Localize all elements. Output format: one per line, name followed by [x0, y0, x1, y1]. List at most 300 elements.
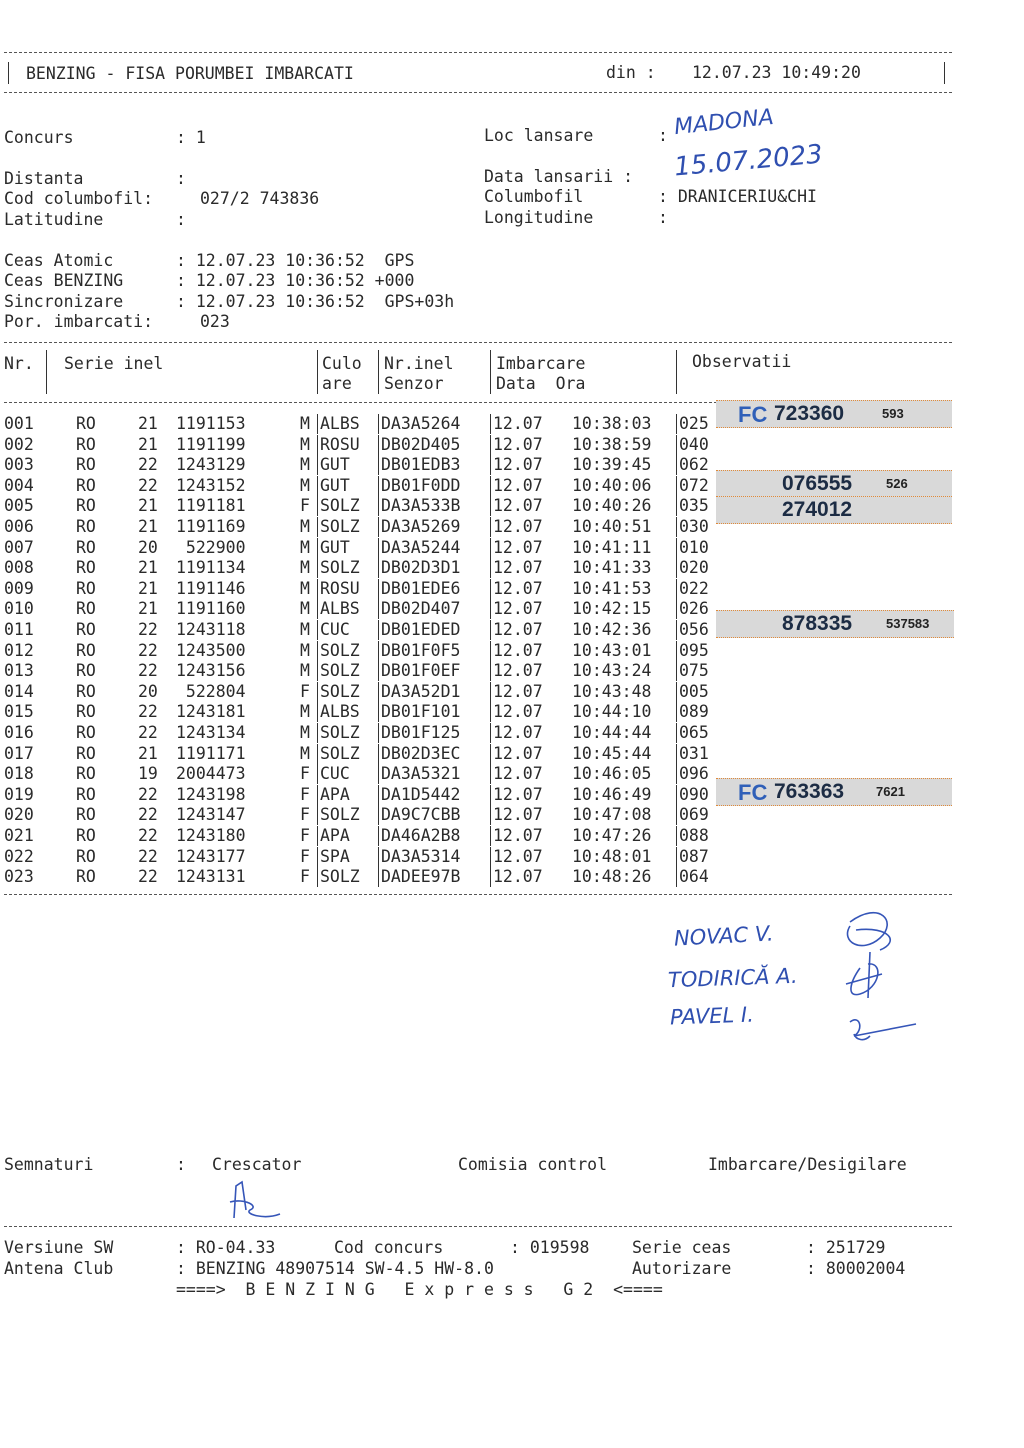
cell-tara: RO [76, 414, 96, 433]
cell-senz: DB02D407 [378, 599, 460, 619]
cell-tara: RO [76, 558, 96, 578]
cell-tara: RO [76, 743, 96, 763]
cell-ora: 10:41:11 [572, 537, 652, 557]
cell-cul: SOLZ [317, 867, 360, 887]
table-row [4, 805, 724, 825]
cell-senz: DB01F0DD [378, 476, 460, 496]
cell-ser: 1243177 [176, 846, 246, 866]
cell-sex: M [300, 723, 310, 742]
cell-cul: GUT [317, 476, 350, 496]
sticker-small-number: 526 [886, 476, 908, 491]
cell-data: 12.07 [490, 579, 543, 599]
col-header-inel-1: Nr.inel [384, 354, 454, 373]
cell-senz: DB01F0F5 [378, 641, 460, 661]
cell-cul: ALBS [317, 414, 360, 434]
cell-obs: 069 [676, 805, 709, 825]
cell-data: 12.07 [490, 558, 543, 578]
cell-an: 21 [138, 599, 158, 619]
cell-nr: 007 [4, 537, 34, 557]
table-row [4, 517, 724, 537]
col-header-observatii: Observatii [692, 352, 792, 371]
cell-ora: 10:38:03 [572, 414, 652, 433]
serie-ceas-value: : 251729 [806, 1238, 886, 1257]
cell-ser: 1243180 [176, 826, 246, 845]
cell-sex: F [300, 496, 310, 516]
cell-obs: 088 [676, 826, 709, 846]
cell-data: 12.07 [490, 785, 543, 805]
cell-ora: 10:39:45 [572, 455, 652, 475]
longitudine-label: Longitudine [484, 208, 594, 227]
cell-tara: RO [76, 784, 96, 804]
sticker-small-number: 593 [882, 406, 904, 421]
table-row [4, 702, 724, 722]
distanta-label: Distanta [4, 169, 84, 188]
cell-obs: 095 [676, 641, 709, 661]
cell-data: 12.07 [490, 517, 543, 537]
cell-an: 22 [138, 455, 158, 475]
cell-an: 21 [138, 558, 158, 578]
cell-ser: 1191146 [176, 578, 246, 598]
cell-obs: 040 [676, 435, 709, 455]
table-row [4, 579, 724, 599]
sticker-number: 076555 [782, 472, 853, 495]
cell-obs: 075 [676, 661, 709, 681]
cell-tara: RO [76, 599, 96, 619]
ceas-benzing-label: Ceas BENZING [4, 271, 124, 290]
loc-lansare-handwritten: MADONA [672, 104, 775, 141]
concurs-label: Concurs [4, 128, 74, 147]
cell-tara: RO [76, 537, 96, 557]
ring-sticker [716, 778, 952, 806]
cell-nr: 010 [4, 599, 34, 619]
antena-club-label: Antena Club [4, 1259, 114, 1278]
sticker-small-number: 7621 [876, 784, 905, 799]
cell-tara: RO [76, 620, 96, 639]
cell-obs: 035 [676, 496, 709, 516]
cell-cul: SOLZ [317, 723, 360, 743]
cell-obs: 022 [676, 579, 709, 599]
cell-data: 12.07 [490, 435, 543, 455]
cell-obs: 064 [676, 867, 709, 887]
cell-cul: SOLZ [317, 805, 360, 825]
cell-sex: M [300, 640, 310, 660]
cell-obs: 010 [676, 538, 709, 558]
cell-cul: SOLZ [317, 496, 360, 516]
por-imbarcati-value: 023 [200, 312, 230, 331]
cell-cul: ALBS [317, 702, 360, 722]
cod-concurs-label: Cod concurs [334, 1238, 444, 1257]
cell-cul: SOLZ [317, 558, 360, 578]
table-row [4, 785, 724, 805]
versiune-sw-value: : RO-04.33 [176, 1238, 276, 1257]
footer-rule [4, 1226, 952, 1227]
loc-lansare-sep: : [658, 126, 668, 145]
cell-cul: SPA [317, 847, 350, 867]
cell-tara: RO [76, 640, 96, 660]
cell-tara: RO [76, 723, 96, 742]
col-sep-4 [490, 350, 491, 394]
cell-nr: 014 [4, 681, 34, 701]
cell-obs: 031 [676, 744, 709, 764]
top-dashed-rule [4, 52, 952, 53]
cell-senz: DA3A5244 [378, 538, 460, 558]
cell-cul: GUT [317, 455, 350, 475]
cell-ora: 10:47:26 [572, 826, 652, 845]
columbofil-label: Columbofil [484, 187, 584, 206]
cell-nr: 013 [4, 661, 34, 681]
table-row [4, 867, 724, 887]
cell-ora: 10:41:53 [572, 578, 652, 598]
cell-obs: 030 [676, 517, 709, 537]
cell-tara: RO [76, 867, 96, 887]
table-row [4, 744, 724, 764]
cell-nr: 008 [4, 558, 34, 578]
cell-sex: M [300, 702, 310, 722]
cell-tara: RO [76, 681, 96, 701]
cell-data: 12.07 [490, 476, 543, 496]
cell-senz: DA46A2B8 [378, 826, 460, 846]
cell-ora: 10:47:08 [572, 805, 652, 825]
table-row [4, 682, 724, 702]
cell-obs: 072 [676, 476, 709, 496]
col-header-culoare-1: Culo [322, 354, 362, 373]
cell-nr: 005 [4, 496, 34, 516]
col-header-imbarcare-2: Data Ora [496, 374, 586, 393]
cell-cul: APA [317, 826, 350, 846]
cell-ora: 10:43:48 [572, 681, 652, 701]
cell-sex: M [300, 578, 310, 598]
cell-ser: 1243500 [176, 640, 246, 660]
ceas-benzing-value: : 12.07.23 10:36:52 +000 [176, 271, 415, 290]
cell-cul: ROSU [317, 435, 360, 455]
cell-tara: RO [76, 764, 96, 784]
crescator-signature [224, 1180, 284, 1222]
crescator-label: Crescator [212, 1155, 302, 1174]
latitudine-value: : [176, 210, 186, 229]
cell-obs: 020 [676, 558, 709, 578]
cell-senz: DA3A5314 [378, 847, 460, 867]
cell-senz: DB02D3D1 [378, 558, 460, 578]
serie-ceas-label: Serie ceas [632, 1238, 732, 1257]
table-row [4, 764, 724, 784]
cell-sex: F [300, 764, 310, 784]
ceas-atomic-label: Ceas Atomic [4, 251, 114, 270]
cell-an: 21 [138, 578, 158, 598]
cell-cul: SOLZ [317, 641, 360, 661]
cell-sex: F [300, 784, 310, 804]
cell-senz: DA3A533B [378, 496, 460, 516]
comisia-control-label: Comisia control [458, 1155, 608, 1174]
cell-senz: DA9C7CBB [378, 805, 460, 825]
cell-nr: 016 [4, 723, 34, 742]
cell-senz: DA3A5321 [378, 764, 460, 784]
cell-tara: RO [76, 578, 96, 598]
cell-ser: 1191169 [176, 517, 246, 536]
cell-sex: M [300, 455, 310, 475]
imbarcare-desigilare-label: Imbarcare/Desigilare [708, 1155, 907, 1174]
cell-an: 21 [138, 414, 158, 433]
ceas-atomic-value: : 12.07.23 10:36:52 GPS [176, 251, 415, 270]
cell-an: 21 [138, 434, 158, 454]
cell-ser: 1243118 [176, 620, 246, 639]
table-row [4, 847, 724, 867]
table-row [4, 723, 724, 743]
cell-tara: RO [76, 517, 96, 536]
table-row [4, 455, 724, 475]
cell-obs: 087 [676, 847, 709, 867]
cell-ora: 10:46:05 [572, 764, 652, 784]
cell-obs: 062 [676, 455, 709, 475]
cell-data: 12.07 [490, 826, 543, 846]
cell-senz: DB02D405 [378, 435, 460, 455]
cell-ser: 1243156 [176, 661, 246, 681]
table-row [4, 641, 724, 661]
cell-sex: M [300, 475, 310, 495]
cell-an: 22 [138, 867, 158, 887]
cell-data: 12.07 [490, 414, 543, 434]
col-sep-3 [378, 350, 379, 394]
cell-obs: 005 [676, 682, 709, 702]
cell-an: 22 [138, 620, 158, 639]
ring-sticker [716, 470, 952, 498]
cell-ora: 10:48:26 [572, 867, 652, 887]
sticker-number: 274012 [782, 498, 853, 521]
cell-an: 22 [138, 805, 158, 825]
cell-cul: SOLZ [317, 744, 360, 764]
cell-sex: M [300, 517, 310, 536]
cell-data: 12.07 [490, 455, 543, 475]
sticker-small-number: 537583 [886, 616, 930, 631]
header-left-bar [8, 62, 9, 84]
cell-obs: 026 [676, 599, 709, 619]
cell-data: 12.07 [490, 620, 543, 640]
cell-ser: 1243152 [176, 475, 246, 495]
commission-signature [820, 902, 920, 1052]
header-bottom-rule [4, 92, 952, 93]
cell-senz: DB01EDE6 [378, 579, 460, 599]
cell-ser: 1243131 [176, 867, 246, 887]
table-row [4, 435, 724, 455]
cell-nr: 022 [4, 846, 34, 866]
cell-ora: 10:40:06 [572, 475, 652, 495]
cell-ora: 10:43:01 [572, 640, 652, 660]
cell-an: 21 [138, 496, 158, 516]
cell-nr: 015 [4, 702, 34, 722]
cell-ser: 1191134 [176, 558, 246, 578]
cell-sex: F [300, 805, 310, 825]
semnaturi-label: Semnaturi [4, 1155, 94, 1174]
sticker-number: 723360 [774, 402, 845, 425]
cell-tara: RO [76, 475, 96, 495]
cell-ora: 10:42:15 [572, 599, 652, 619]
cell-ser: 1191181 [176, 496, 246, 516]
cell-ora: 10:43:24 [572, 661, 652, 681]
cell-sex: M [300, 661, 310, 681]
col-sep-5 [676, 350, 677, 394]
table-bottom-rule [4, 894, 952, 895]
cell-tara: RO [76, 805, 96, 825]
loc-lansare-label: Loc lansare [484, 126, 594, 145]
versiune-sw-label: Versiune SW [4, 1238, 114, 1257]
cell-an: 20 [138, 537, 158, 557]
columbofil-value: : DRANICERIU&CHI [658, 187, 817, 206]
cell-cul: GUT [317, 538, 350, 558]
table-row [4, 558, 724, 578]
cell-data: 12.07 [490, 805, 543, 825]
concurs-value: : 1 [176, 128, 206, 147]
cell-sex: F [300, 681, 310, 701]
cell-data: 12.07 [490, 723, 543, 743]
cell-data: 12.07 [490, 538, 543, 558]
cell-tara: RO [76, 455, 96, 475]
cell-obs: 089 [676, 702, 709, 722]
semnaturi-sep: : [176, 1155, 186, 1174]
cell-sex: M [300, 620, 310, 639]
cell-sex: M [300, 537, 310, 557]
cell-ser: 522804 [176, 681, 246, 701]
sticker-prefix: FC [738, 402, 768, 427]
autorizare-label: Autorizare [632, 1259, 732, 1278]
cell-ser: 1191199 [176, 434, 246, 454]
cell-tara: RO [76, 496, 96, 516]
cell-sex: F [300, 846, 310, 866]
por-imbarcati-label: Por. imbarcati: [4, 312, 154, 331]
sincronizare-value: : 12.07.23 10:36:52 GPS+03h [176, 292, 455, 311]
cell-obs: 065 [676, 723, 709, 743]
cell-senz: DA3A5269 [378, 517, 460, 537]
ring-sticker [716, 496, 952, 524]
cell-sex: M [300, 743, 310, 763]
table-row [4, 599, 724, 619]
autorizare-value: : 80002004 [806, 1259, 906, 1278]
cell-senz: DB01F101 [378, 702, 460, 722]
cell-obs: 056 [676, 620, 709, 640]
brand-line: ====> B E N Z I N G E x p r e s s G 2 <==== [176, 1280, 663, 1299]
cell-an: 20 [138, 681, 158, 701]
cell-data: 12.07 [490, 744, 543, 764]
cell-nr: 012 [4, 640, 34, 660]
cell-nr: 017 [4, 743, 34, 763]
col-header-culoare-2: are [322, 374, 352, 393]
handwritten-name-2: TODIRICĂ A. [667, 963, 799, 993]
cell-senz: DA1D5442 [378, 785, 460, 805]
header-right-bar [944, 62, 945, 84]
ring-sticker [716, 610, 954, 638]
cell-tara: RO [76, 846, 96, 866]
latitudine-label: Latitudine [4, 210, 104, 229]
cell-ora: 10:40:26 [572, 496, 652, 516]
col-header-inel-2: Senzor [384, 374, 444, 393]
cell-data: 12.07 [490, 702, 543, 722]
col-header-serie: Serie inel [64, 354, 164, 373]
cell-sex: M [300, 414, 310, 433]
cell-data: 12.07 [490, 496, 543, 516]
print-date-value: 12.07.23 10:49:20 [692, 63, 861, 82]
cell-nr: 019 [4, 784, 34, 804]
cell-an: 19 [138, 764, 158, 784]
cell-sex: M [300, 434, 310, 454]
cell-senz: DB01F125 [378, 723, 460, 743]
cell-nr: 021 [4, 826, 34, 845]
cell-ora: 10:40:51 [572, 517, 652, 536]
cell-data: 12.07 [490, 867, 543, 887]
cell-ora: 10:45:44 [572, 743, 652, 763]
cell-obs: 025 [676, 414, 709, 434]
cell-ora: 10:46:49 [572, 784, 652, 804]
data-lansarii-handwritten: 15.07.2023 [672, 139, 824, 183]
cell-ser: 522900 [176, 537, 246, 557]
col-sep-1 [46, 350, 47, 394]
cod-columbofil-label: Cod columbofil: [4, 189, 154, 208]
sticker-prefix: FC [738, 780, 768, 805]
cell-cul: CUC [317, 620, 350, 640]
cell-data: 12.07 [490, 661, 543, 681]
cell-ora: 10:48:01 [572, 846, 652, 866]
col-header-imbarcare-1: Imbarcare [496, 354, 586, 373]
cell-nr: 009 [4, 578, 34, 598]
cell-data: 12.07 [490, 847, 543, 867]
table-row [4, 620, 724, 640]
cell-tara: RO [76, 826, 96, 845]
cell-cul: SOLZ [317, 517, 360, 537]
cell-nr: 001 [4, 414, 34, 433]
cell-nr: 018 [4, 764, 34, 784]
cell-sex: F [300, 826, 310, 845]
cell-ser: 1191171 [176, 743, 246, 763]
handwritten-name-1: NOVAC V. [673, 921, 775, 951]
cell-an: 22 [138, 640, 158, 660]
cell-an: 21 [138, 743, 158, 763]
longitudine-value: : [658, 208, 668, 227]
cell-senz: DB02D3EC [378, 744, 460, 764]
cell-obs: 090 [676, 785, 709, 805]
cell-sex: F [300, 867, 310, 887]
cell-tara: RO [76, 702, 96, 722]
cell-data: 12.07 [490, 764, 543, 784]
cell-tara: RO [76, 434, 96, 454]
col-header-nr: Nr. [4, 354, 34, 373]
cell-ser: 1243134 [176, 723, 246, 742]
handwritten-name-3: PAVEL I. [669, 1002, 755, 1030]
cell-nr: 004 [4, 475, 34, 495]
cell-an: 22 [138, 826, 158, 845]
cell-nr: 011 [4, 620, 34, 639]
cell-ser: 1243147 [176, 805, 246, 825]
print-date-label: din : [606, 63, 656, 82]
cell-ora: 10:44:44 [572, 723, 652, 742]
table-row [4, 496, 724, 516]
cell-an: 21 [138, 517, 158, 536]
sticker-number: 763363 [774, 780, 845, 803]
cell-ora: 10:44:10 [572, 702, 652, 722]
cell-senz: DB01F0EF [378, 661, 460, 681]
cell-ser: 1243181 [176, 702, 246, 722]
antena-club-value: : BENZING 48907514 SW-4.5 HW-8.0 [176, 1259, 494, 1278]
cell-nr: 002 [4, 434, 34, 454]
table-row [4, 414, 724, 434]
cell-ora: 10:42:36 [572, 620, 652, 639]
cell-an: 22 [138, 661, 158, 681]
table-row [4, 476, 724, 496]
col-sep-2 [317, 350, 318, 394]
ring-sticker [716, 400, 952, 428]
cell-ser: 1243198 [176, 784, 246, 804]
cell-senz: DA3A5264 [378, 414, 460, 434]
cell-an: 22 [138, 846, 158, 866]
cell-ora: 10:41:33 [572, 558, 652, 578]
cell-cul: SOLZ [317, 682, 360, 702]
cell-cul: ROSU [317, 579, 360, 599]
